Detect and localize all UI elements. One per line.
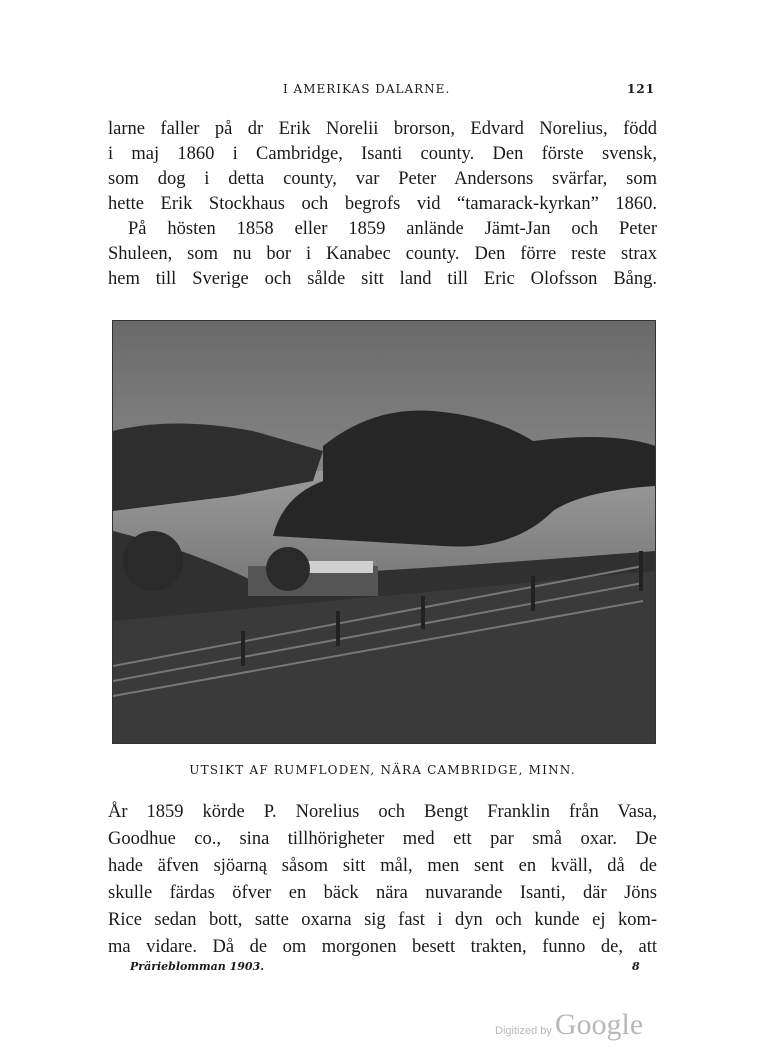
text-line: i maj 1860 i Cambridge, Isanti county. Den förste svensk,: [108, 144, 657, 164]
signature-mark: 8: [632, 960, 640, 973]
text-line: hem till Sverige och sålde sitt land till Eric Olofsson Bång.: [108, 269, 657, 289]
text-line: larne faller på dr Erik Norelii brorson, Edvard Norelius, född: [108, 119, 657, 139]
watermark-prefix: Digitized by: [495, 1025, 552, 1037]
signature-line: Prärieblomman 1903.: [130, 960, 265, 973]
text-line: Goodhue co., sina tillhörigheter med ett par små oxar. De: [108, 829, 657, 849]
figure-caption: UTSIKT AF RUMFLODEN, NÄRA CAMBRIDGE, MINN.: [189, 763, 576, 777]
digitized-watermark: [495, 1008, 643, 1042]
text-line: hade äfven sjöarną såsom sitt mål, men sent en kväll, då de: [108, 856, 657, 876]
google-logo: Google: [554, 1008, 644, 1041]
page-number: 121: [627, 82, 656, 96]
text-line: År 1859 körde P. Norelius och Bengt Franklin från Vasa,: [108, 802, 657, 822]
text-line: På hösten 1858 eller 1859 anlände Jämt-Jan och Peter: [128, 219, 657, 239]
text-line: ma vidare. Då de om morgonen besett trakten, funno de, att: [108, 937, 657, 957]
text-line: hette Erik Stockhaus och begrofs vid “tamarack-kyrkan” 1860.: [108, 194, 657, 214]
running-title: I AMERIKAS DALARNE.: [283, 82, 451, 96]
text-line: Rice sedan bott, satte oxarna sig fast i dyn och kunde ej kom-: [108, 910, 657, 930]
photo-illustration: [113, 321, 655, 743]
river-photograph: [112, 320, 656, 744]
text-line: Shuleen, som nu bor i Kanabec county. Den förre reste strax: [108, 244, 657, 264]
text-line: skulle färdas öfver en bäck nära nuvarande Isanti, där Jöns: [108, 883, 657, 903]
text-line: som dog i detta county, var Peter Andersons svärfar, som: [108, 169, 657, 189]
